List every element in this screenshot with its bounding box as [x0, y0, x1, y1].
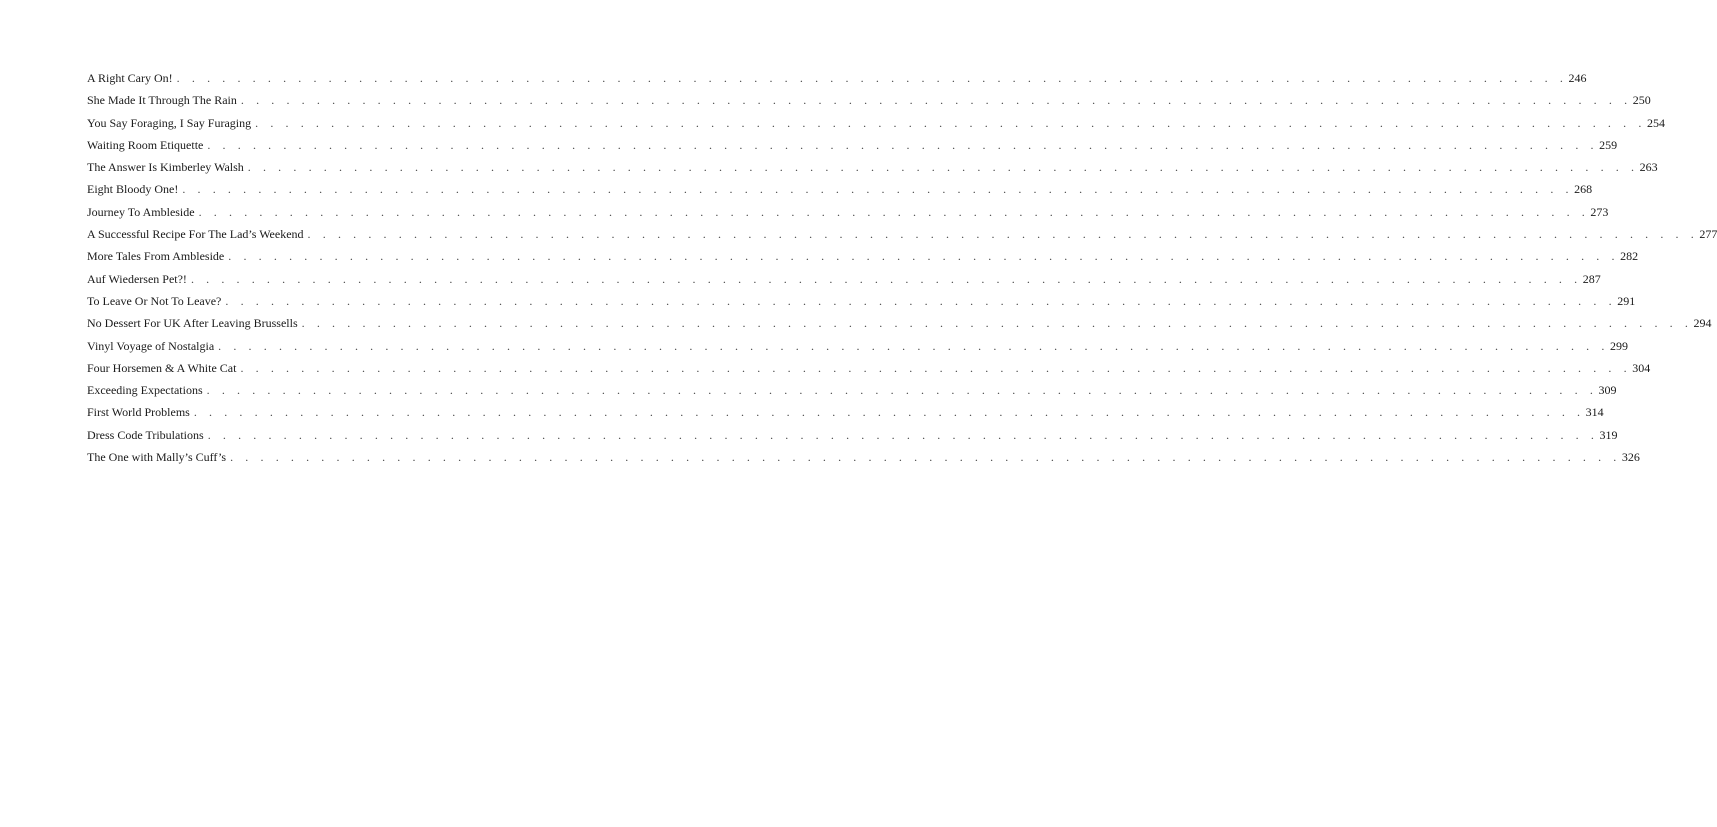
dot-leader: . . . . . . . . . . . . . . . . . . . . . . . . . . . . . . . . . . . . . . . . . . . . . . . . . . . . . . . . . . . . . . . . . . . . . . . . . . . . . . . . . . . . . . . . . . . .: [207, 137, 1599, 152]
dot-leader: . . . . . . . . . . . . . . . . . . . . . . . . . . . . . . . . . . . . . . . . . . . . . . . . . . . . . . . . . . . . . . . . . . . . . . . . . . . . . . . . . . . . . . . . . . . .: [301, 316, 1693, 331]
toc-entry-title: Auf Wiedersen Pet?!: [87, 271, 187, 286]
toc-entry-title: Vinyl Voyage of Nostalgia: [87, 338, 215, 353]
dot-leader: . . . . . . . . . . . . . . . . . . . . . . . . . . . . . . . . . . . . . . . . . . . . . . . . . . . . . . . . . . . . . . . . . . . . . . . . . . . . . . . . . . . . . . . . . . . .: [207, 427, 1599, 442]
toc-entry[interactable]: [87, 315, 1712, 337]
dot-leader: . . . . . . . . . . . . . . . . . . . . . . . . . . . . . . . . . . . . . . . . . . . . . . . . . . . . . . . . . . . . . . . . . . . . . . . . . . . . . . . . . . . . . . . . . . . .: [182, 182, 1574, 197]
toc-entry[interactable]: [87, 338, 1628, 360]
toc-entry-page-number: 268: [1574, 182, 1593, 197]
toc-entry-title: Exceeding Expectations: [87, 383, 203, 398]
toc-entry-page-number: 277: [1699, 227, 1717, 242]
toc-entry[interactable]: [87, 137, 1618, 159]
toc-entry[interactable]: [87, 427, 1618, 449]
toc-entry-title: Journey To Ambleside: [87, 204, 195, 219]
toc-entry-title: To Leave Or Not To Leave?: [87, 293, 222, 308]
toc-entry-page-number: 304: [1632, 360, 1651, 375]
toc-entry-page-number: 259: [1599, 137, 1618, 152]
dot-leader: . . . . . . . . . . . . . . . . . . . . . . . . . . . . . . . . . . . . . . . . . . . . . . . . . . . . . . . . . . . . . . . . . . . . . . . . . . . . . . . . . . . . . . . . . . . .: [240, 360, 1632, 375]
toc-entry-page-number: 282: [1620, 249, 1639, 264]
dot-leader: . . . . . . . . . . . . . . . . . . . . . . . . . . . . . . . . . . . . . . . . . . . . . . . . . . . . . . . . . . . . . . . . . . . . . . . . . . . . . . . . . . . . . . . . . . . .: [230, 450, 1621, 465]
toc-entry[interactable]: [87, 404, 1604, 426]
toc-entry[interactable]: [87, 70, 1587, 92]
toc-entry-page-number: 326: [1621, 450, 1640, 465]
dot-leader: . . . . . . . . . . . . . . . . . . . . . . . . . . . . . . . . . . . . . . . . . . . . . . . . . . . . . . . . . . . . . . . . . . . . . . . . . . . . . . . . . . . . . . . . . . . .: [240, 93, 1632, 108]
toc-entry[interactable]: [87, 382, 1617, 404]
toc-entry[interactable]: [87, 92, 1651, 114]
dot-leader: . . . . . . . . . . . . . . . . . . . . . . . . . . . . . . . . . . . . . . . . . . . . . . . . . . . . . . . . . . . . . . . . . . . . . . . . . . . . . . . . . . . . . . . . . . . .: [307, 227, 1699, 242]
dot-leader: . . . . . . . . . . . . . . . . . . . . . . . . . . . . . . . . . . . . . . . . . . . . . . . . . . . . . . . . . . . . . . . . . . . . . . . . . . . . . . . . . . . . . . . . . . . .: [255, 115, 1646, 130]
toc-entry-title: A Right Cary On!: [87, 71, 173, 85]
toc-entry-title: Dress Code Tribulations: [87, 427, 204, 442]
toc-entry[interactable]: [87, 248, 1639, 270]
table-of-contents: [87, 70, 1717, 471]
toc-entry-title: Waiting Room Etiquette: [87, 137, 204, 152]
toc-entry-title: First World Problems: [87, 405, 190, 420]
toc-entry-page-number: 309: [1598, 383, 1617, 398]
toc-entry-page-number: 254: [1646, 115, 1665, 130]
dot-leader: . . . . . . . . . . . . . . . . . . . . . . . . . . . . . . . . . . . . . . . . . . . . . . . . . . . . . . . . . . . . . . . . . . . . . . . . . . . . . . . . . . . . . . . . . . . .: [225, 293, 1617, 308]
toc-entry[interactable]: [87, 293, 1636, 315]
toc-entry-title: She Made It Through The Rain: [87, 93, 237, 108]
dot-leader: . . . . . . . . . . . . . . . . . . . . . . . . . . . . . . . . . . . . . . . . . . . . . . . . . . . . . . . . . . . . . . . . . . . . . . . . . . . . . . . . . . . . . . . . . . . .: [176, 71, 1568, 85]
toc-entry[interactable]: [87, 226, 1717, 248]
toc-entry[interactable]: [87, 115, 1665, 137]
toc-entry-title: Four Horsemen & A White Cat: [87, 360, 237, 375]
toc-entry[interactable]: [87, 271, 1601, 293]
dot-leader: . . . . . . . . . . . . . . . . . . . . . . . . . . . . . . . . . . . . . . . . . . . . . . . . . . . . . . . . . . . . . . . . . . . . . . . . . . . . . . . . . . . . . . . . . . . .: [228, 249, 1620, 264]
toc-entry-title: Eight Bloody One!: [87, 182, 179, 197]
toc-entry-title: A Successful Recipe For The Lad’s Weekend: [87, 227, 304, 242]
toc-entry[interactable]: [87, 159, 1658, 181]
toc-entry-page-number: 319: [1599, 427, 1618, 442]
toc-entry-title: You Say Foraging, I Say Furaging: [87, 115, 252, 130]
dot-leader: . . . . . . . . . . . . . . . . . . . . . . . . . . . . . . . . . . . . . . . . . . . . . . . . . . . . . . . . . . . . . . . . . . . . . . . . . . . . . . . . . . . . . . . . . . . .: [198, 204, 1590, 219]
toc-entry-page-number: 314: [1585, 405, 1604, 420]
toc-entry[interactable]: [87, 360, 1651, 382]
toc-entry-page-number: 263: [1639, 160, 1658, 175]
toc-entry-page-number: 246: [1568, 71, 1587, 85]
dot-leader: . . . . . . . . . . . . . . . . . . . . . . . . . . . . . . . . . . . . . . . . . . . . . . . . . . . . . . . . . . . . . . . . . . . . . . . . . . . . . . . . . . . . . . . . . . . .: [190, 271, 1582, 286]
toc-entry-title: No Dessert For UK After Leaving Brussells: [87, 316, 298, 331]
dot-leader: . . . . . . . . . . . . . . . . . . . . . . . . . . . . . . . . . . . . . . . . . . . . . . . . . . . . . . . . . . . . . . . . . . . . . . . . . . . . . . . . . . . . . . . . . . . .: [206, 383, 1598, 398]
toc-entry-page-number: 273: [1590, 204, 1609, 219]
toc-entry-page-number: 291: [1617, 293, 1636, 308]
toc-entry[interactable]: [87, 449, 1640, 471]
toc-entry-page-number: 294: [1693, 316, 1712, 331]
dot-leader: . . . . . . . . . . . . . . . . . . . . . . . . . . . . . . . . . . . . . . . . . . . . . . . . . . . . . . . . . . . . . . . . . . . . . . . . . . . . . . . . . . . . . . . . . . . .: [218, 338, 1609, 353]
toc-entry-page-number: 250: [1632, 93, 1651, 108]
toc-entry-title: The Answer Is Kimberley Walsh: [87, 160, 244, 175]
dot-leader: . . . . . . . . . . . . . . . . . . . . . . . . . . . . . . . . . . . . . . . . . . . . . . . . . . . . . . . . . . . . . . . . . . . . . . . . . . . . . . . . . . . . . . . . . . . .: [193, 405, 1585, 420]
toc-entry[interactable]: [87, 181, 1593, 203]
dot-leader: . . . . . . . . . . . . . . . . . . . . . . . . . . . . . . . . . . . . . . . . . . . . . . . . . . . . . . . . . . . . . . . . . . . . . . . . . . . . . . . . . . . . . . . . . . . .: [247, 160, 1639, 175]
toc-entry-title: More Tales From Ambleside: [87, 249, 225, 264]
toc-entry-page-number: 287: [1582, 271, 1601, 286]
toc-entry[interactable]: [87, 204, 1609, 226]
toc-entry-page-number: 299: [1609, 338, 1628, 353]
toc-entry-title: The One with Mally’s Cuff’s: [87, 450, 227, 465]
